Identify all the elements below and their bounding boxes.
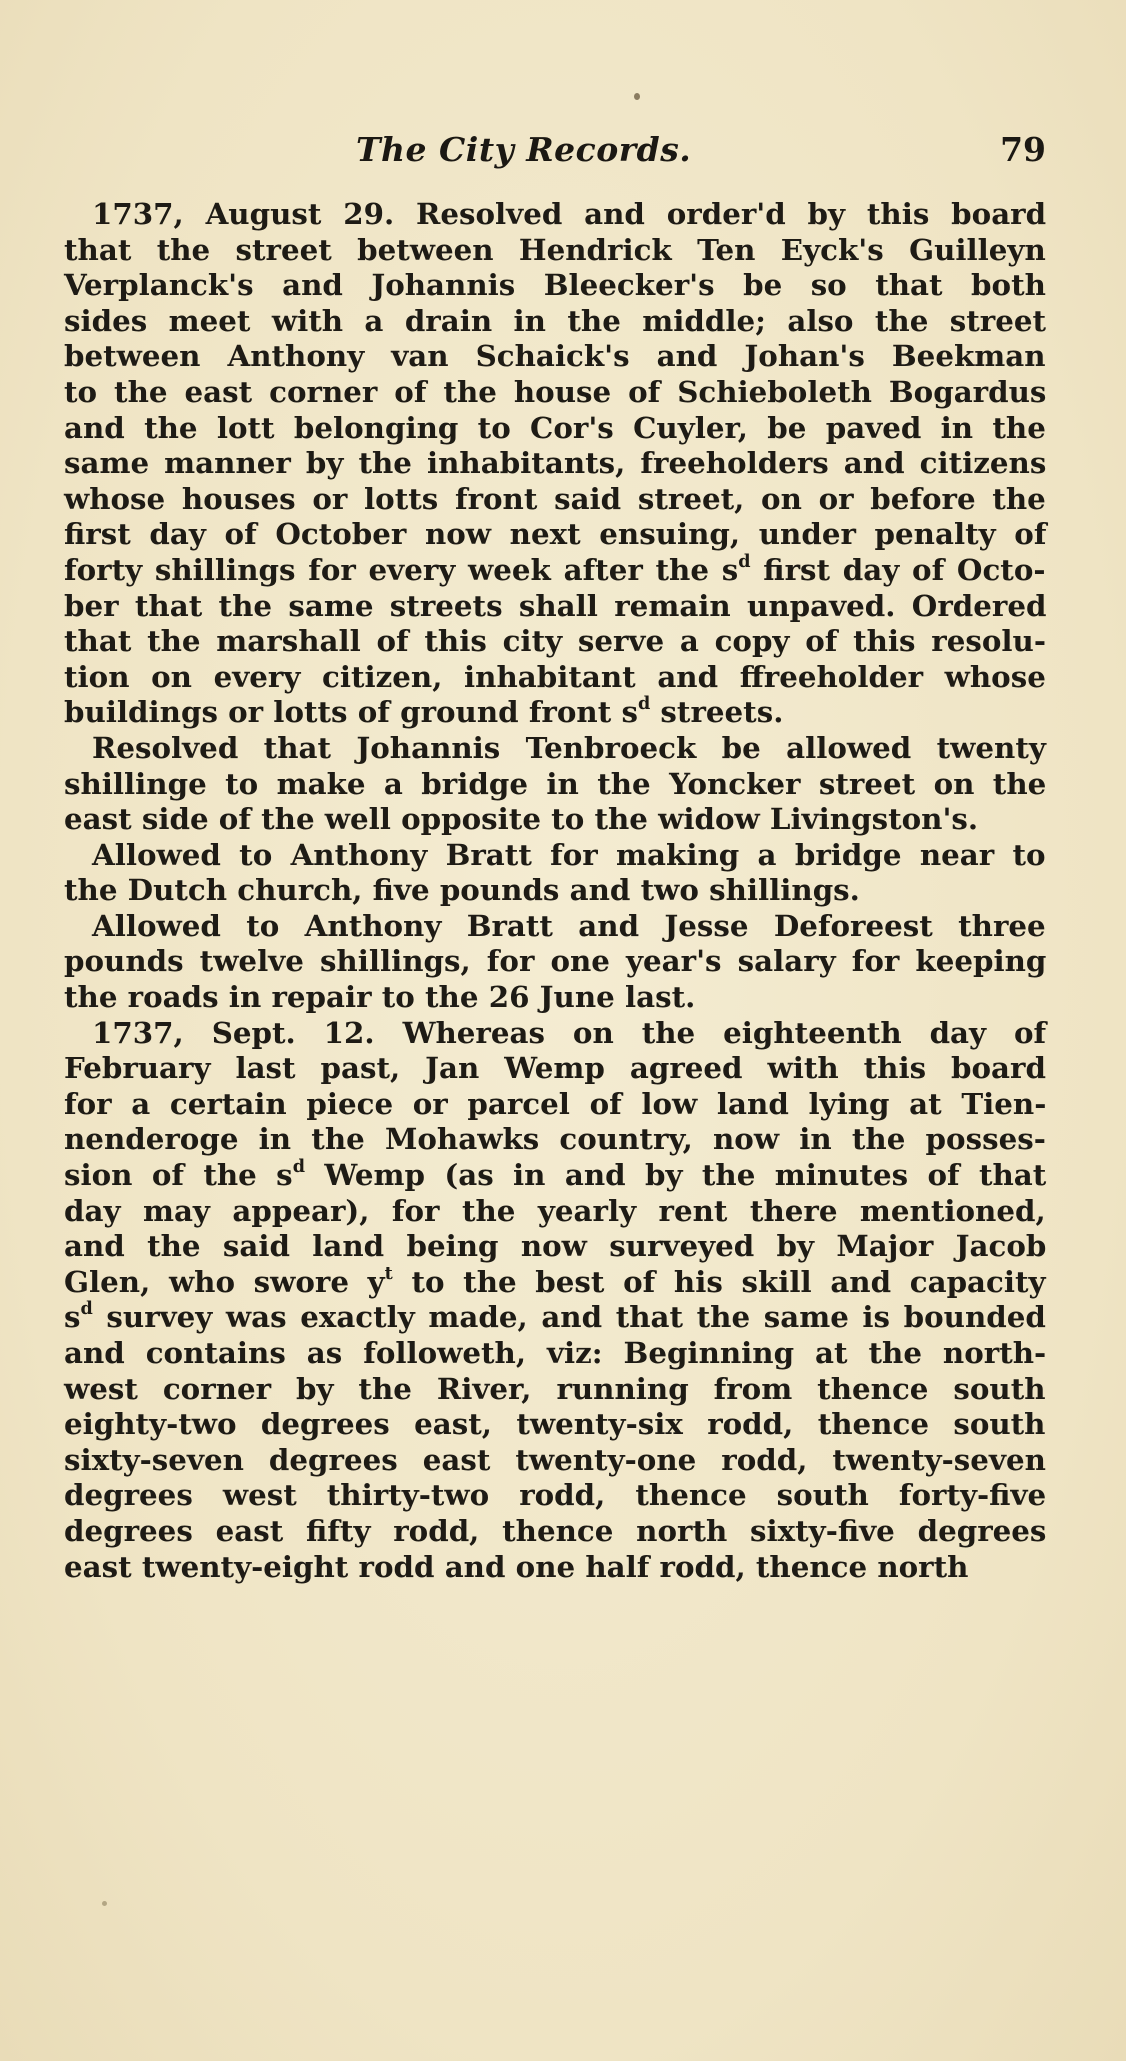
ink-speck [634,93,640,100]
text-line: west corner by the River, running from thence south [64,1370,1046,1406]
text-line: sion of the $s^d$ Wemp (as in and by the minutes of that [64,1155,1047,1193]
text-line: degrees west thirty-two rodd, thence south forty-five [64,1477,1047,1513]
text-line: and the said land being now surveyed by Major Jacob [64,1228,1047,1264]
paragraph [36,908,1046,1015]
text-line: Verplanck's and Johannis Bleecker's be so that both [64,267,1046,303]
text-line: for a certain piece or parcel of low land lying at Tien- [64,1085,1047,1121]
text-line: degrees east fifty rodd, thence north sixty-five degrees [64,1512,1047,1548]
paragraph [36,837,1046,908]
text-line: east side of the well opposite to the widow Livingston's. [64,801,979,837]
text-line: day may appear), for the yearly rent there mentioned, [64,1192,1046,1228]
text-line: whose houses or lotts front said street, on or before the [64,480,1046,516]
text-line: pounds twelve shillings, for one year's salary for keeping [64,943,1047,979]
paragraph [36,730,1046,837]
text-line: 1737, August 29. Resolved and order'd by this board [92,196,1047,231]
text-line: the Dutch church, five pounds and two shillings. [64,872,860,908]
text-line: sixty-seven degrees east twenty-one rodd, twenty-seven [64,1441,1046,1477]
text-line: the roads in repair to the 26 June last. [64,979,696,1015]
text-line: 1737, Sept. 12. Whereas on the eighteenth day of [92,1014,1047,1050]
text-line: shillinge to make a bridge in the Yoncker street on the [64,765,1047,801]
ink-speck [102,1901,107,1906]
paragraph [36,196,1046,730]
running-title: The City Records. [356,130,692,169]
text-line: and the lott belonging to Cor's Cuyler, be paved in the [64,409,1046,445]
text-line: first day of October now next ensuing, under penalty of [64,516,1047,552]
page-header [36,130,1046,180]
text-line: buildings or lotts of ground front $s^d$ streets. [64,693,784,730]
text-line: tion on every citizen, inhabitant and ffreeholder whose [64,658,1046,694]
page-number: 79 [1000,130,1046,169]
text-line: between Anthony van Schaick's and Johan's Beekman [64,338,1046,374]
text-line: east twenty-eight rodd and one half rodd, thence north [64,1548,969,1584]
text-line: that the marshall of this city serve a copy of this resolu- [64,623,1046,659]
text-line: Resolved that Johannis Tenbroeck be allowed twenty [92,729,1046,765]
text-line: same manner by the inhabitants, freeholders and citizens [64,445,1047,481]
text-line: Glen, who swore $y^t$ to the best of his skill and capacity [64,1262,1046,1299]
text-line: and contains as followeth, viz: Beginning at the north- [64,1335,1047,1370]
text-line: forty shillings for every week after the $s^d$ first day of Octo- [64,550,1046,587]
text-line: to the east corner of the house of Schieboleth Bogardus [64,373,1047,409]
text-line: that the street between Hendrick Ten Eyck's Guilleyn [64,231,1046,267]
text-line: February last past, Jan Wemp agreed with this board [64,1050,1046,1086]
text-line: Allowed to Anthony Bratt for making a bridge near to [92,836,1046,872]
text-body [36,196,1046,1584]
text-line: sides meet with a drain in the middle; also the street [64,302,1047,338]
text-line: $s^d$ survey was exactly made, and that the same is bounded [64,1298,1046,1335]
paragraph [36,1015,1046,1585]
text-line: ber that the same streets shall remain unpaved. Ordered [64,587,1047,623]
text-line: Allowed to Anthony Bratt and Jesse Deforeest three [92,907,1046,943]
text-line: nenderoge in the Mohawks country, now in the posses- [64,1121,1046,1157]
text-line: eighty-two degrees east, twenty-six rodd, thence south [64,1406,1046,1442]
